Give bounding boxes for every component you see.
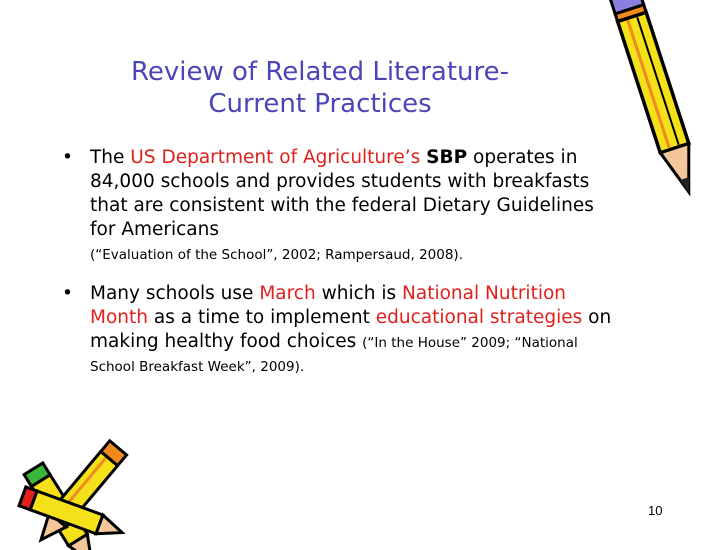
bold-text: SBP <box>426 147 468 168</box>
bullet-marker: • <box>62 283 73 304</box>
highlight-text: National Nutrition Month <box>90 283 567 328</box>
title-line-2: Current Practices <box>208 89 432 119</box>
slide-title <box>60 56 580 120</box>
highlight-text: US Department of Agriculture’s <box>130 147 421 168</box>
bullet-item <box>62 282 618 378</box>
bullet-text: operates in 84,000 schools and provides students with breakfasts that are consistent with the federal Dietary Guidelines for Americans <box>90 147 594 240</box>
bullet-text: on making healthy food choices <box>90 307 612 352</box>
citation: (“In the House” 2009; “National School Breakfast Week”, 2009). <box>90 335 578 375</box>
title-line-1: Review of Related Literature- <box>130 57 510 87</box>
bullet-text: which is <box>315 283 403 304</box>
highlight-text: educational strategies <box>375 307 583 328</box>
bullet-text: The <box>90 147 131 168</box>
highlight-text: March <box>259 283 316 304</box>
bullet-text: as a time to implement <box>147 307 376 328</box>
pencil-icon <box>606 0 716 200</box>
page-number: 10 <box>648 503 663 518</box>
bullet-item <box>62 146 618 266</box>
bullet-marker: • <box>62 147 73 168</box>
citation: (“Evaluation of the School”, 2002; Rampersaud, 2008). <box>90 247 463 263</box>
bullet-list <box>62 146 618 394</box>
pencils-icon <box>0 430 150 550</box>
bullet-text: Many schools use <box>90 283 260 304</box>
